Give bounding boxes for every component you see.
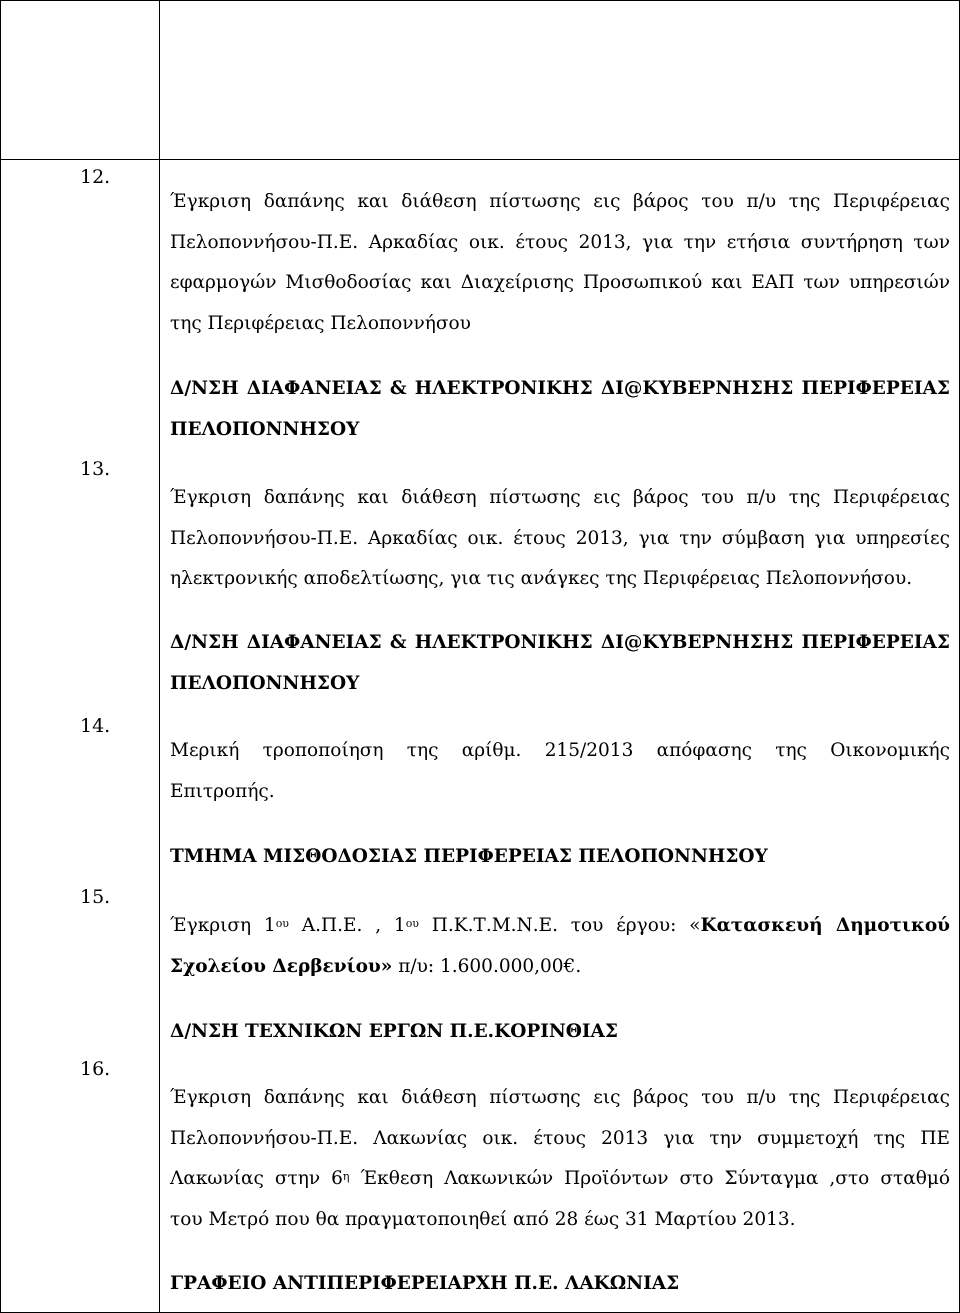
item-department [170,837,950,878]
item-department [170,1264,950,1305]
description-line: Έγκριση $1^{o\upsilon}$ Α.Π.Ε. , $1^{o\upsilon}$ Π.Κ.Τ.Μ.Ν.Ε. του έργου: «Κατασκευή Δημοτικού [170,915,951,936]
description-line: Μερική τροποποίηση της αρίθμ. 215/2013 απόφασης της Οικονομικής [170,740,950,761]
item-department [170,369,950,450]
department-line: Δ/ΝΣΗ ΔΙΑΦΑΝΕΙΑΣ & ΗΛΕΚΤΡΟΝΙΚΗΣ ΔΙ@ΚΥΒΕΡΝΗΣΗΣ ΠΕΡΙΦΕΡΕΙΑΣ [170,632,950,653]
item-number: 13. [80,458,111,480]
item-department [170,1012,950,1053]
item-department [170,623,950,704]
department-line: ΤΜΗΜΑ ΜΙΣΘΟΔΟΣΙΑΣ ΠΕΡΙΦΕΡΕΙΑΣ ΠΕΛΟΠΟΝΝΗΣΟΥ [170,846,768,867]
department-line: Δ/ΝΣΗ ΤΕΧΝΙΚΩΝ ΕΡΓΩΝ Π.Ε.ΚΟΡΙΝΘΙΑΣ [170,1021,618,1042]
description-line: Επιτροπής. [170,780,275,802]
department-line: ΓΡΑΦΕΙΟ ΑΝΤΙΠΕΡΙΦΕΡΕΙΑΡΧΗ Π.Ε. ΛΑΚΩΝΙΑΣ [170,1273,680,1294]
description-line: Πελοποννήσου-Π.Ε. Αρκαδίας οικ. έτους 2013, για την ετήσια συντήρηση των [170,231,950,253]
item-description [170,731,950,812]
item-number: 16. [80,1058,111,1080]
column-divider [159,1,160,1312]
item-description [170,478,950,600]
item-number: 15. [80,886,111,908]
description-line: ηλεκτρονικής αποδελτίωσης, για τις ανάγκες της Περιφέρειας Πελοποννήσου. [170,568,913,589]
item-number: 12. [80,166,111,188]
item-description [170,1078,950,1240]
description-line: Έγκριση δαπάνης και διάθεση πίστωσης εις βάρος του π/υ της Περιφέρειας [170,191,950,212]
description-line: Σχολείου Δερβενίου» π/υ: 1.600.000,00€. [170,955,582,977]
description-line: του Μετρό που θα πραγματοποιηθεί από 28 έως 31 Μαρτίου 2013. [170,1208,796,1230]
item-description [170,906,950,987]
department-line: ΠΕΛΟΠΟΝΝΗΣΟΥ [170,418,360,440]
department-line: ΠΕΛΟΠΟΝΝΗΣΟΥ [170,672,360,694]
description-line: της Περιφέρειας Πελοποννήσου [170,312,471,334]
description-line: Έγκριση δαπάνης και διάθεση πίστωσης εις βάρος του π/υ της Περιφέρειας [170,1087,950,1108]
description-line: Πελοποννήσου-Π.Ε. Λακωνίας οικ. έτους 2013 για την συμμετοχή της ΠΕ [170,1127,950,1149]
item-number: 14. [80,715,111,737]
description-line: εφαρμογών Μισθοδοσίας και Διαχείρισης Προσωπικού και ΕΑΠ των υπηρεσιών [170,272,950,293]
department-line: Δ/ΝΣΗ ΔΙΑΦΑΝΕΙΑΣ & ΗΛΕΚΤΡΟΝΙΚΗΣ ΔΙ@ΚΥΒΕΡΝΗΣΗΣ ΠΕΡΙΦΕΡΕΙΑΣ [170,378,950,399]
item-description [170,182,950,344]
description-line: Έγκριση δαπάνης και διάθεση πίστωσης εις βάρος του π/υ της Περιφέρειας [170,487,950,508]
row-divider [1,159,959,160]
description-line: Πελοποννήσου-Π.Ε. Αρκαδίας οικ. έτους 2013, για την σύμβαση για υπηρεσίες [170,527,950,549]
description-line: Λακωνίας στην $6^\eta$ Έκθεση Λακωνικών Προϊόντων στο Σύνταγμα ,στο σταθμό [170,1168,950,1189]
